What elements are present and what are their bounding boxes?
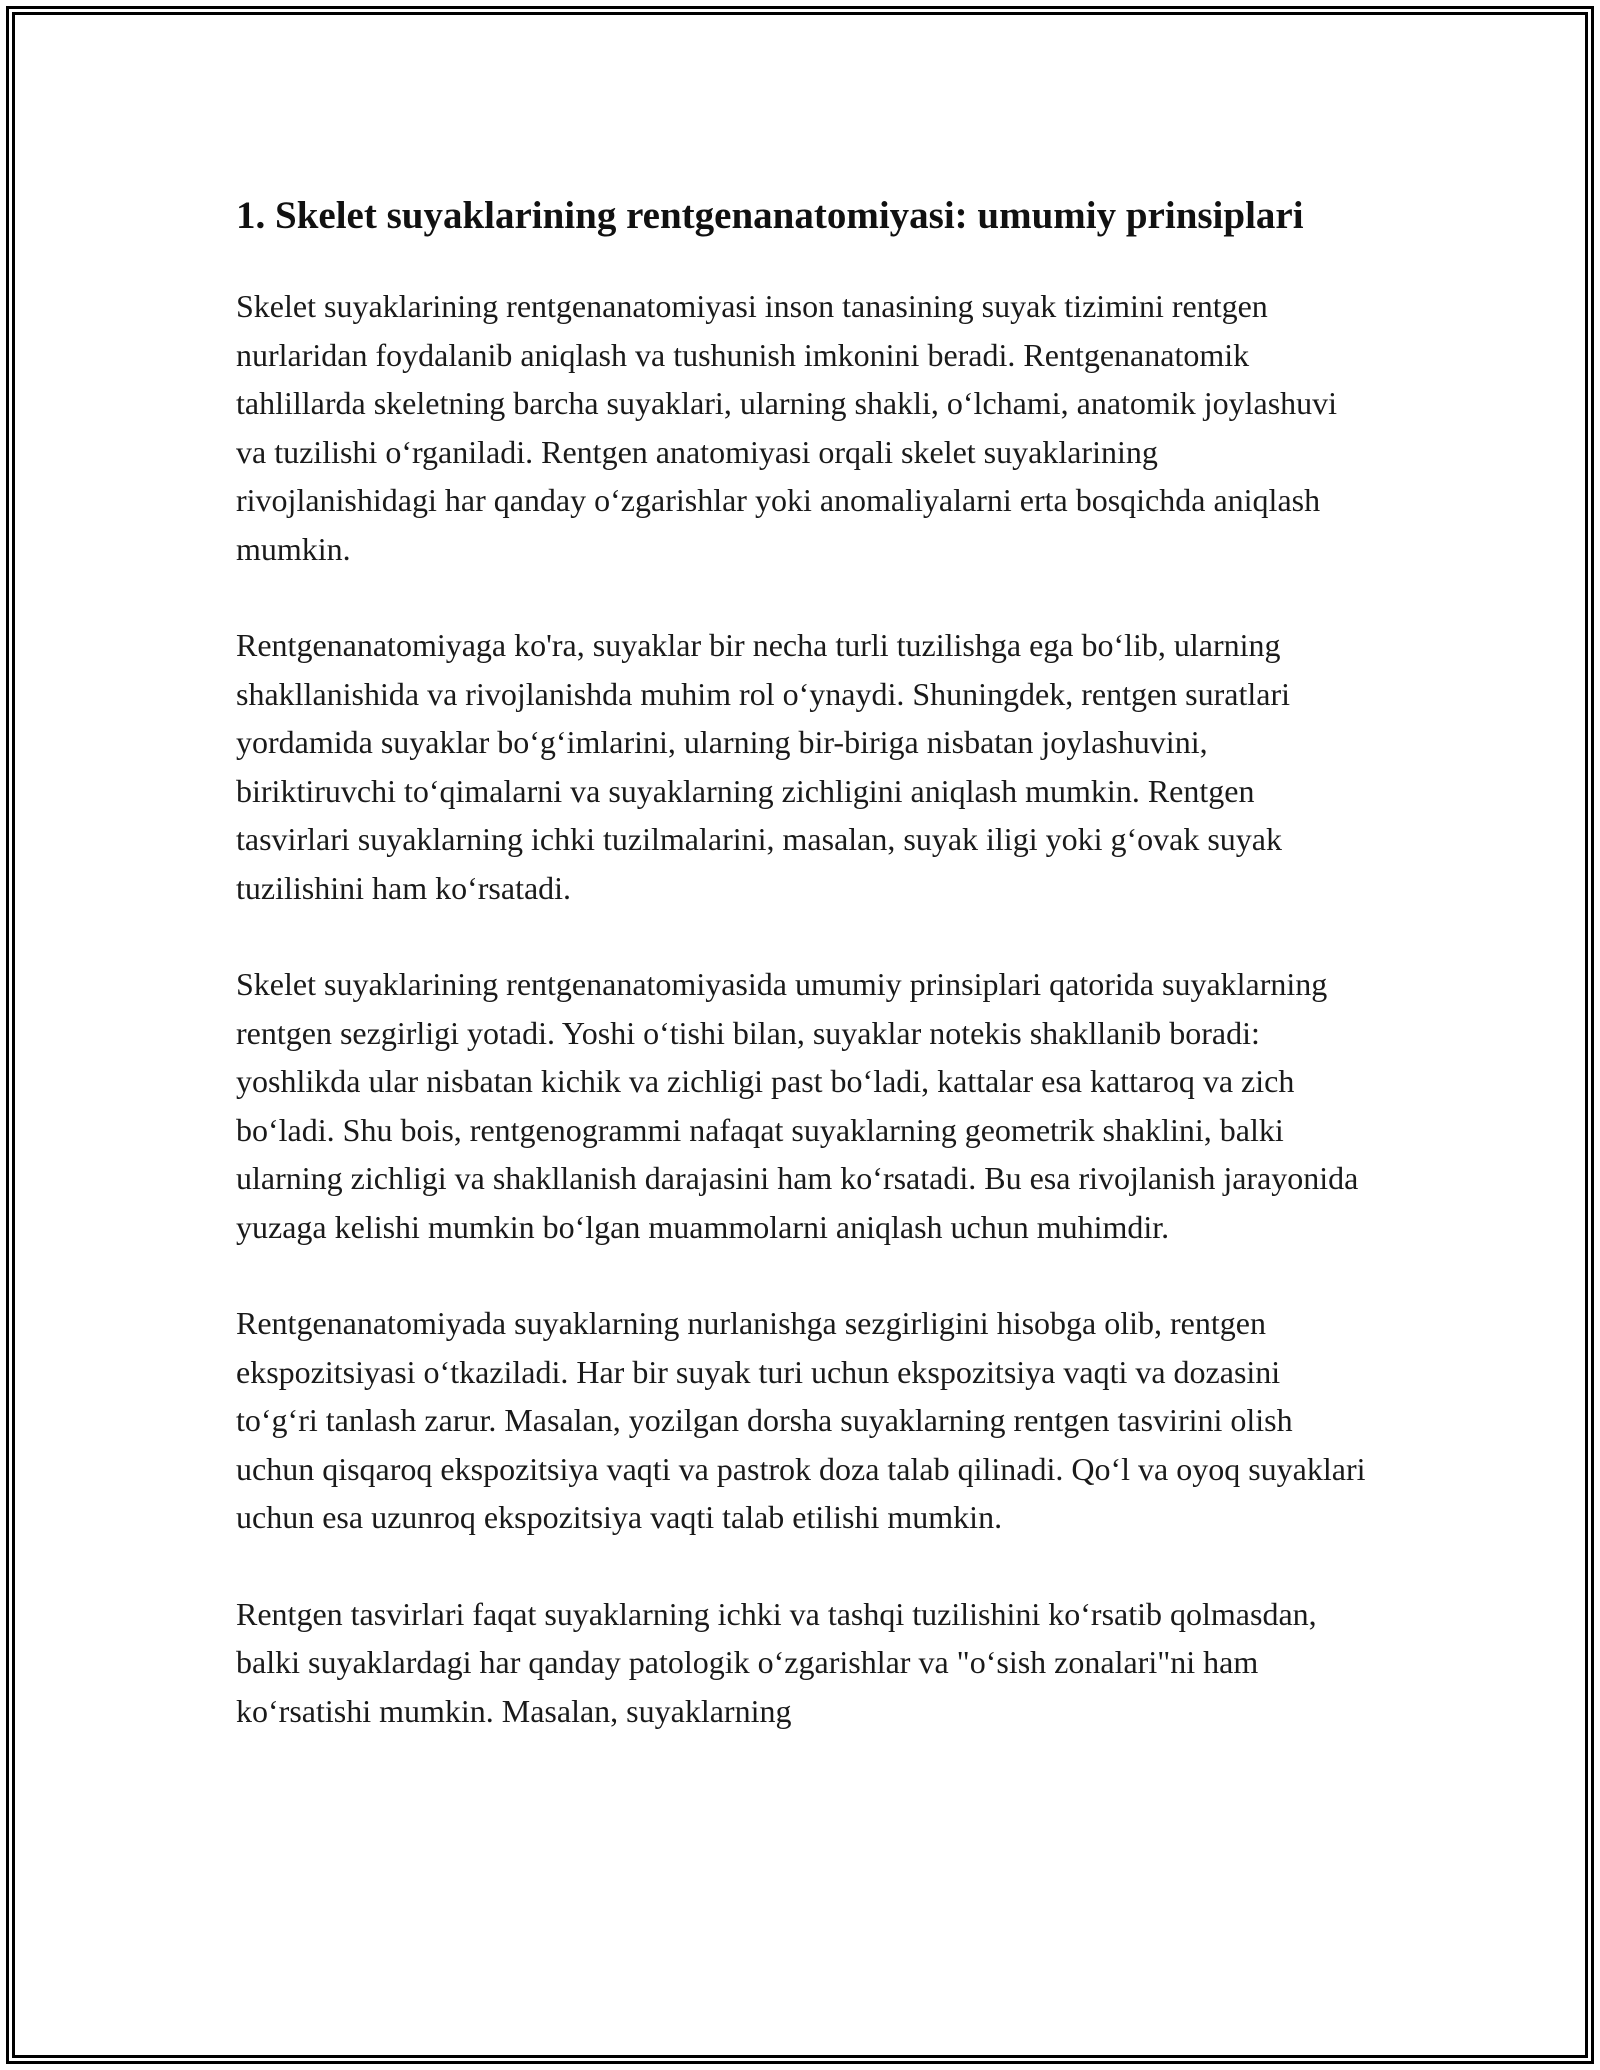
section-heading: 1. Skelet suyaklarining rentgenanatomiyasi: umumiy prinsiplari (236, 194, 1304, 237)
document-page (236, 188, 1366, 1783)
paragraph-4: Rentgenanatomiyada suyaklarning nurlanishga sezgirligini hisobga olib, rentgen ekspozitsiyasi oʻtkaziladi. Har bir suyak turi uchun ekspozitsiya vaqti va dozasini toʻgʻri tanlash zarur. Masalan, yozilgan dorsha suyaklarning rentgen tasvirini olish uchun qisqaroq ekspozitsiya vaqti va pastrok doza talab qilinadi. Qoʻl va oyoq suyaklari uchun esa uzunroq ekspozitsiya vaqti talab etilishi mumkin. (236, 1305, 1366, 1535)
paragraph-2: Rentgenanatomiyaga ko'ra, suyaklar bir necha turli tuzilishga ega boʻlib, ularning shakllanishida va rivojlanishda muhim rol oʻynaydi. Shuningdek, rentgen suratlari yordamida suyaklar boʻgʻimlarini, ularning bir-biriga nisbatan joylashuvini, biriktiruvchi toʻqimalarni va suyaklarning zichligini aniqlash mumkin. Rentgen tasvirlari suyaklarning ichki tuzilmalarini, masalan, suyak iligi yoki gʻovak suyak tuzilishini ham koʻrsatadi. (236, 627, 1291, 906)
paragraph-1: Skelet suyaklarining rentgenanatomiyasi inson tanasining suyak tizimini rentgen nurlaridan foydalanib aniqlash va tushunish imkonini beradi. Rentgenanatomik tahlillarda skeletning barcha suyaklari, ularning shakli, oʻlchami, anatomik joylashuvi va tuzilishi oʻrganiladi. Rentgen anatomiyasi orqali skelet suyaklarining rivojlanishidagi har qanday oʻzgarishlar yoki anomaliyalarni erta bosqichda aniqlash mumkin. (236, 288, 1338, 567)
paragraph-3: Skelet suyaklarining rentgenanatomiyasida umumiy prinsiplari qatorida suyaklarning rentgen sezgirligi yotadi. Yoshi oʻtishi bilan, suyaklar notekis shakllanib boradi: yoshlikda ular nisbatan kichik va zichligi past boʻladi, kattalar esa kattaroq va zich boʻladi. Shu bois, rentgenogrammi nafaqat suyaklarning geometrik shaklini, balki ularning zichligi va shakllanish darajasini ham koʻrsatadi. Bu esa rivojlanish jarayonida yuzaga kelishi mumkin boʻlgan muammolarni aniqlash uchun muhimdir. (236, 966, 1359, 1245)
paragraph-5: Rentgen tasvirlari faqat suyaklarning ichki va tashqi tuzilishini koʻrsatib qolmasdan, balki suyaklardagi har qanday patologik oʻzgarishlar va "oʻsish zonalari"ni ham koʻrsatishi mumkin. Masalan, suyaklarning (236, 1595, 1317, 1729)
